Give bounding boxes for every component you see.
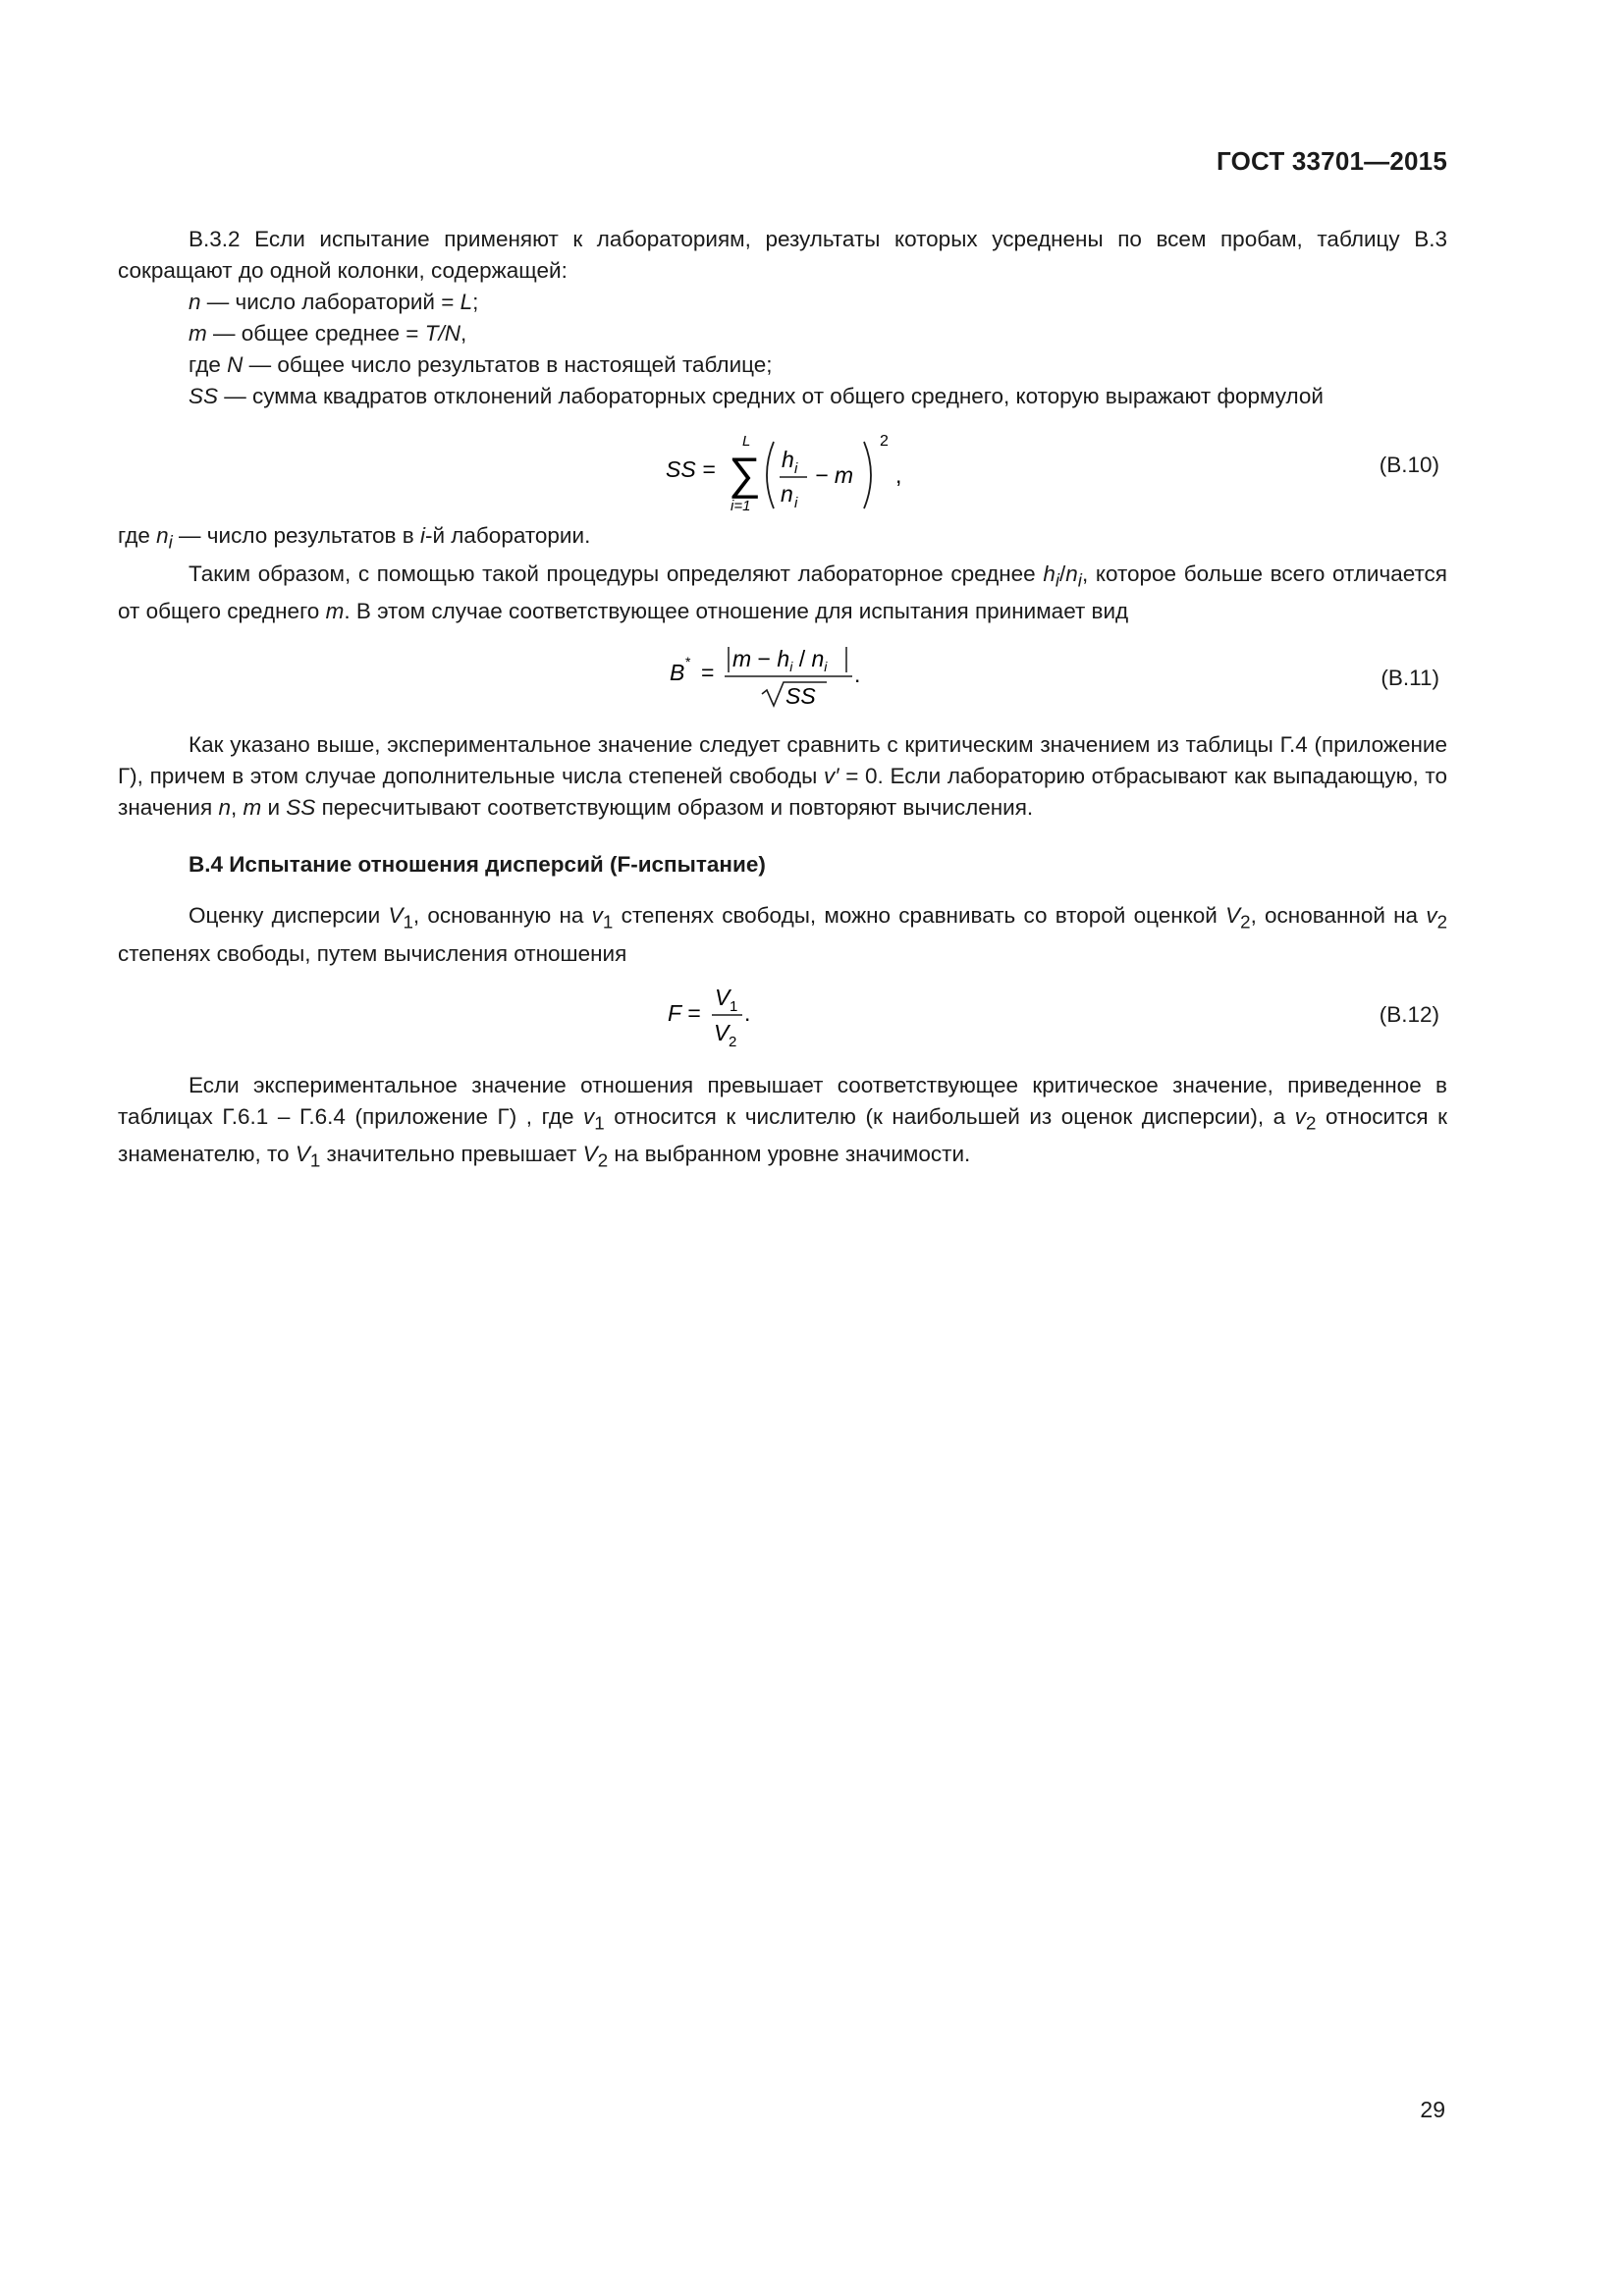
definition-N: где N — общее число результатов в настоящей таблице; bbox=[189, 352, 773, 377]
eq10-num-sub: i bbox=[794, 460, 798, 477]
document-header: ГОСТ 33701—2015 bbox=[1217, 146, 1447, 176]
eq12-lhs: F = bbox=[668, 999, 701, 1026]
formula-b10 bbox=[118, 420, 1447, 514]
eq10-den: n bbox=[781, 481, 793, 507]
eq11-dot: . bbox=[854, 662, 861, 687]
svg-text:m − hi / ni: $m - h_i / n_i$ bbox=[732, 646, 828, 674]
left-paren bbox=[767, 442, 774, 508]
paragraph-b32: В.3.2 Если испытание применяют к лабораториям, результаты которых усреднены по всем пробам, таблицу В.3 сокращают до одной колонки, содержащей: bbox=[118, 227, 1447, 283]
right-paren bbox=[864, 442, 871, 508]
sigma-symbol: ∑ bbox=[729, 448, 761, 499]
eq11-number: (В.11) bbox=[1380, 666, 1439, 690]
eq12-den-sub: 2 bbox=[729, 1033, 737, 1050]
eq11-star: * bbox=[685, 654, 691, 669]
eq10-num: h bbox=[782, 447, 794, 472]
definition-ss: SS — сумма квадратов отклонений лабораторных средних от общего среднего, которую выражают формулой bbox=[189, 384, 1324, 408]
eq12-number: (В.12) bbox=[1379, 1001, 1439, 1027]
eq12-num: V bbox=[715, 984, 731, 1010]
sum-lower: i=1 bbox=[731, 498, 751, 514]
formula-b11 bbox=[118, 633, 1447, 712]
formula-b11-svg bbox=[118, 633, 1447, 712]
eq10-comma: , bbox=[895, 462, 902, 488]
paragraph-critical: Как указано выше, экспериментальное значение следует сравнить с критическим значением из таблицы Г.4 (приложение Г), причем в этом случае дополнительные числа степеней свободы v′ = 0. Если лабораторию отбрасывают как выпадающую, то значения n, m и SS пересчитывают соответствующим образом и повторяют вычисления. bbox=[118, 732, 1448, 820]
paragraph-procedure: Таким образом, с помощью такой процедуры определяют лабораторное среднее $h_i/n_i$, которое больше всего отличается от общего среднего m. В этом случае соответствующее отношение для испытания принимает вид bbox=[118, 561, 1447, 623]
section-title-b4: В.4 Испытание отношения дисперсий (F-испытание) bbox=[189, 852, 766, 877]
var-n: n bbox=[189, 290, 201, 314]
eq10-number: (В.10) bbox=[1379, 453, 1439, 477]
page-number: 29 bbox=[1420, 2097, 1445, 2122]
page-content bbox=[118, 224, 1447, 1177]
sum-upper: L bbox=[742, 433, 751, 450]
formula-b12 bbox=[118, 976, 1447, 1052]
formula-b12-svg bbox=[118, 976, 1447, 1052]
paragraph-variance: Оценку дисперсии $V_1$, основанную на $v_1$ степенях свободы, можно сравнивать со второй оценкой $V_2$, основанной на $v_2$ степенях свободы, путем вычисления отношения bbox=[118, 903, 1447, 966]
formula-b10-svg bbox=[118, 420, 1447, 514]
eq11-eq: = bbox=[701, 660, 715, 685]
definition-m: m — общее среднее = T/N, bbox=[189, 321, 467, 346]
definition-n: n — число лабораторий = L; bbox=[189, 290, 479, 314]
eq10-power: 2 bbox=[880, 433, 889, 450]
eq11-lhs: B bbox=[670, 660, 685, 685]
eq11-den: SS bbox=[785, 683, 816, 709]
eq12-dot: . bbox=[744, 999, 751, 1026]
definition-ni: где $n_i$ — число результатов в i-й лаборатории. bbox=[118, 523, 591, 553]
eq10-den-sub: i bbox=[794, 495, 798, 511]
paragraph-conclusion: Если экспериментальное значение отношения превышает соответствующее критическое значение, приведенное в таблицах Г.6.1 – Г.6.4 (приложение Г) , где $v_1$ относится к числителю (к наибольшей из оценок дисперсии), а $v_2$ относится к знаменателю, то $V_1$ значительно превышает $V_2$ на выбранном уровне значимости. bbox=[118, 1072, 1447, 1171]
eq12-den: V bbox=[714, 1019, 730, 1045]
eq12-num-sub: 1 bbox=[730, 997, 738, 1015]
eq10-minus-m: − m bbox=[815, 462, 853, 488]
eq10-lhs: SS = bbox=[666, 456, 716, 482]
var-m: m bbox=[189, 321, 207, 346]
